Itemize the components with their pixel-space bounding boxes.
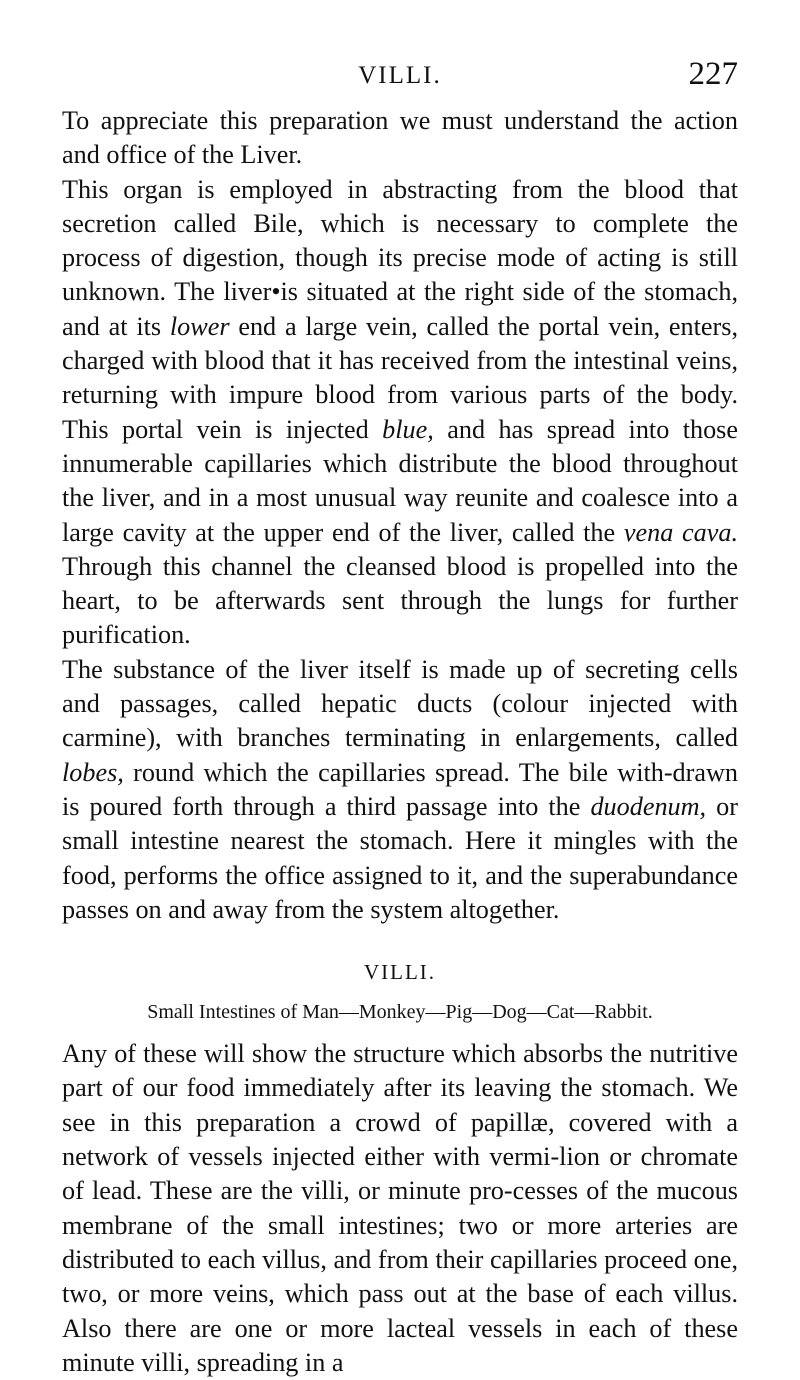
text-run: round which the capillaries spread. The bile with-drawn is poured forth through a third passage into the <box>62 757 738 821</box>
emphasis-duodenum: duodenum, <box>590 791 707 821</box>
emphasis-lobes: lobes, <box>62 757 124 787</box>
section-title-villi: VILLI. <box>363 960 437 985</box>
text-run: end a large vein, called the portal vein, enters, charged with blood that it has received from the intestinal veins, returning with impure blood from various parts of the body. This portal vein is injected <box>62 311 739 444</box>
running-title: VILLI. <box>358 62 442 89</box>
emphasis-vena-cava: vena cava. <box>623 517 738 547</box>
emphasis-lower: lower <box>169 311 230 341</box>
text-run: This organ is employed in abstracting from the blood that secretion called Bile, which is necessary to complete the process of digestion, though its precise mode of acting is still unknown. The liver•is situated at the right side of the stomach, and at its <box>62 174 738 341</box>
text-run: The substance of the liver itself is made up of secreting cells and passages, called hepatic ducts (colour injected with carmine), with branches terminating in enlargements, called <box>62 654 738 753</box>
section-subtitle-specimens: Small Intestines of Man—Monkey—Pig—Dog—Cat—Rabbit. <box>147 1001 653 1024</box>
liver-substance-paragraph <box>62 653 738 927</box>
text-run: Through this channel the cleansed blood is propelled into the heart, to be afterwards sent through the lungs for further purification. <box>62 551 738 650</box>
page-number: 227 <box>688 56 738 92</box>
liver-intro-paragraph: To appreciate this preparation we must understand the action and office of the Liver. <box>62 106 738 170</box>
book-page <box>62 56 738 1380</box>
text-run: and has spread into those innumerable capillaries which distribute the blood throughout the liver, and in a most unusual way reunite and coalesce into a large cavity at the upper end of the liver, called the <box>62 414 738 547</box>
villi-paragraph: Any of these will show the structure which absorbs the nutritive part of our food immediately after its leaving the stomach. We see in this preparation a crowd of papillæ, covered with a network of vessels injected either with vermi-lion or chromate of lead. These are the villi, or minute pro-cesses of the mucous membrane of the small intestines; two or more arteries are distributed to each villus, and from their capillaries proceed one, two, or more veins, which pass out at the base of each villus. Also there are one or more lacteal vessels in each of these minute villi, spreading in a <box>62 1039 738 1377</box>
running-header <box>62 56 738 104</box>
emphasis-blue: blue, <box>382 414 434 444</box>
liver-function-paragraph <box>62 173 738 653</box>
text-run: or small intestine nearest the stomach. Here it mingles with the food, performs the office assigned to it, and the superabundance passes on and away from the system altogether. <box>62 791 738 924</box>
